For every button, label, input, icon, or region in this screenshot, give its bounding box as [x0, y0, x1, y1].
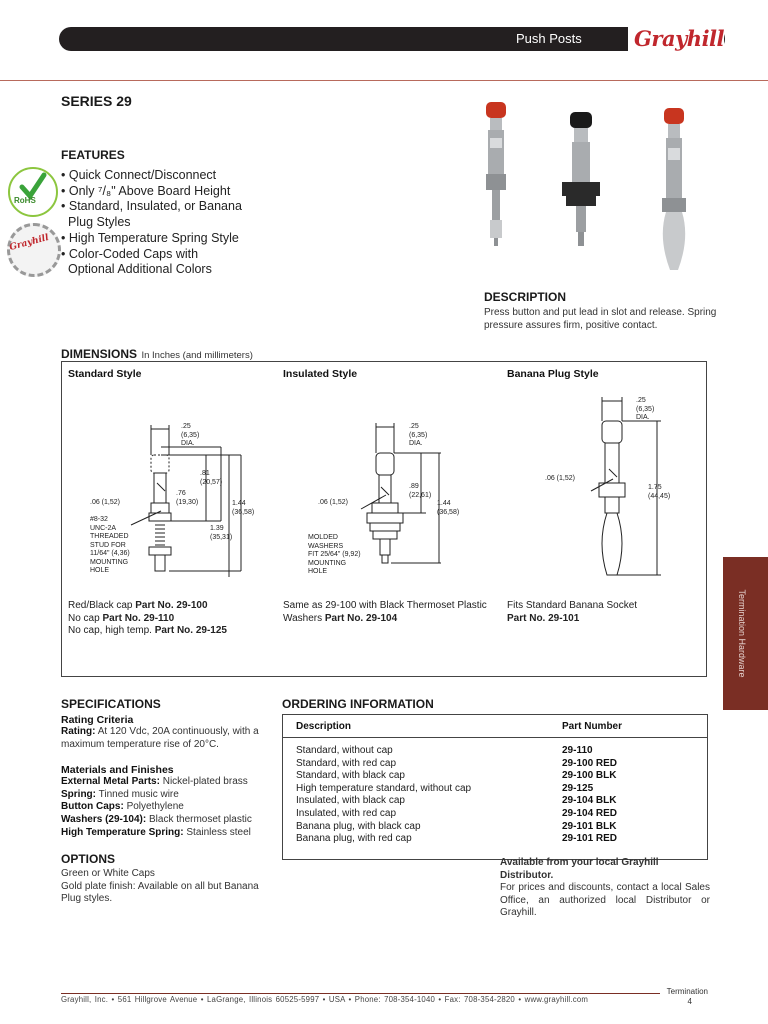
caption-text: Same as 29-100 with Black Thermoset Plastic Washers	[283, 600, 487, 624]
ins-label-mounting: MOUNTING	[308, 559, 347, 567]
ordering-table	[282, 714, 708, 860]
ordering-col-part-number: Part Number	[549, 715, 708, 738]
header-title: Push Posts	[516, 31, 582, 46]
feature-text: Only ⁷/₈" Above Board Height	[68, 183, 231, 198]
ordering-part-number: 29-101 RED	[562, 833, 618, 845]
ordering-part-number: 29-125	[562, 782, 594, 794]
rating-heading: Rating Criteria	[61, 714, 134, 726]
caption-part: Part No. 29-125	[154, 625, 227, 637]
ordering-description: Banana plug, with black cap	[296, 820, 421, 832]
ins-label-06: .06 (1,52)	[318, 499, 348, 506]
footer-section: Termination	[666, 987, 708, 996]
ins-label-144: 1.44	[437, 500, 451, 507]
material-value: Stainless steel	[186, 826, 251, 838]
series-title: SERIES 29	[61, 93, 132, 109]
header-rule	[0, 80, 768, 81]
material-label: External Metal Parts:	[61, 776, 160, 788]
caption-text: Fits Standard Banana Socket	[507, 600, 638, 611]
ordering-description: Standard, without cap	[296, 745, 393, 756]
specifications-section	[61, 697, 271, 906]
rating-value: At 120 Vdc, 20A continuously, with a maximum temperature rise of 20°C.	[61, 726, 259, 750]
features-list	[61, 168, 246, 278]
dimensions-units: In Inches (and millimeters)	[141, 350, 253, 361]
header-bar	[59, 27, 725, 51]
std-label-81: .81	[200, 470, 210, 477]
ordering-description: Standard, with black cap	[296, 770, 405, 782]
ban-label-dia-text: DIA.	[636, 414, 650, 421]
distributor-heading: Available from your local Grayhill Distributor.	[500, 857, 659, 881]
caption-text: No cap, high temp.	[68, 625, 155, 637]
ordering-part-number: 29-104 RED	[562, 807, 618, 819]
feature-text: High Temperature Spring Style	[68, 230, 239, 245]
rating-label: Rating:	[61, 726, 96, 737]
material-label: Button Caps:	[61, 801, 124, 813]
material-value: Black thermoset plastic	[149, 813, 252, 825]
material-row	[61, 801, 271, 814]
feature-text: Color-Coded Caps with Optional Additional Colors	[68, 246, 212, 277]
std-label-mounting: MOUNTING	[90, 558, 129, 566]
std-dim-81	[200, 470, 222, 487]
ordering-heading: ORDERING INFORMATION	[282, 697, 434, 711]
std-label-76: .76	[176, 490, 186, 497]
ordering-part-number: 29-104 BLK	[562, 795, 617, 807]
ins-dim-dia	[409, 423, 449, 449]
ban-label-175: 1.75	[648, 484, 662, 491]
standard-style-title: Standard Style	[68, 368, 142, 380]
dimension-drawings	[61, 383, 707, 593]
caption-part: Part No. 29-104	[324, 612, 398, 624]
std-caption-line	[68, 600, 278, 613]
std-label-hole: HOLE	[90, 567, 110, 574]
ban-label-175-mm: (44,45)	[648, 492, 671, 500]
ordering-part-number: 29-100 RED	[562, 757, 618, 769]
material-row	[61, 827, 271, 840]
material-value: Nickel-plated brass	[162, 776, 248, 788]
checkmark-icon	[10, 169, 56, 215]
product-photo	[478, 98, 718, 280]
ban-label-dia-mm: (6,35)	[636, 405, 655, 413]
std-dim-dia	[181, 423, 221, 449]
ordering-description: Insulated, with black cap	[296, 795, 405, 807]
features-heading: FEATURES	[61, 148, 125, 162]
caption-text: No cap	[68, 612, 103, 624]
caption-text: Red/Black cap	[68, 600, 136, 611]
std-label-06: .06 (1,52)	[90, 499, 120, 506]
ins-label-dia: .25	[409, 423, 419, 430]
banana-style-title: Banana Plug Style	[507, 368, 599, 380]
std-label-81-mm: (20,57)	[200, 478, 223, 486]
feature-item: • Color-Coded Caps with Optional Additional Colors	[61, 246, 212, 277]
std-dim-139	[210, 525, 232, 542]
material-row	[61, 814, 271, 827]
material-value: Polyethylene	[126, 801, 184, 813]
options-line-1: Green or White Caps	[61, 868, 155, 880]
std-label-139: 1.39	[210, 525, 224, 532]
feature-item: • Standard, Insulated, or Banana Plug Styles	[61, 199, 242, 230]
push-post-banana	[662, 108, 686, 270]
ordering-part-number: 29-101 BLK	[562, 820, 617, 832]
ins-label-molded: MOLDED	[308, 534, 338, 541]
materials-list	[61, 776, 271, 839]
footer-rule	[61, 993, 660, 994]
rating-text	[61, 726, 271, 751]
ins-label-89: .89	[409, 483, 419, 490]
grayhill-seal-text: Grayhill	[8, 232, 50, 254]
banana-caption	[507, 600, 697, 625]
std-label-dia: .25	[181, 423, 191, 430]
caption-part: Part No. 29-110	[102, 612, 175, 624]
std-dim-76	[176, 490, 198, 507]
ins-label-washers: WASHERS	[308, 542, 344, 550]
feature-item: • Only ⁷/₈" Above Board Height	[61, 183, 231, 198]
specifications-heading: SPECIFICATIONS	[61, 697, 161, 711]
ins-washer-note	[308, 534, 361, 577]
insulated-style-title: Insulated Style	[283, 368, 358, 380]
description-section	[484, 290, 724, 332]
ban-label-dia: .25	[636, 397, 646, 404]
std-stud-note	[90, 516, 130, 576]
ordering-descriptions	[283, 738, 550, 860]
ordering-part-numbers	[549, 738, 708, 860]
features-section	[61, 148, 246, 278]
ban-dim-175	[648, 484, 670, 501]
ins-label-fit: FIT 25/64" (9,92)	[308, 551, 361, 558]
std-caption-line	[68, 625, 278, 638]
std-dim-144	[232, 500, 254, 517]
ins-label-144-mm: (36,58)	[437, 508, 460, 516]
material-row	[61, 789, 271, 802]
ordering-part-number: 29-100 BLK	[562, 770, 617, 782]
dimensions-heading-text: DIMENSIONS	[61, 347, 138, 361]
rohs-badge	[8, 167, 58, 217]
material-label: Washers (29-104):	[61, 813, 147, 825]
ordering-description: Insulated, with red cap	[296, 807, 397, 819]
rohs-label: RoHS	[14, 196, 36, 205]
ordering-header-row	[283, 715, 708, 738]
ordering-col-description: Description	[283, 715, 550, 738]
standard-caption	[68, 600, 278, 638]
std-label-hole-size: 11/64" (4,36)	[90, 550, 130, 557]
material-label: Spring:	[61, 788, 96, 800]
ban-dim-dia	[636, 397, 676, 423]
ordering-description: Standard, with red cap	[296, 757, 397, 769]
ins-dim-89	[409, 483, 431, 500]
options-line-2: Gold plate finish: Available on all but Banana Plug styles.	[61, 880, 259, 905]
feature-item: • High Temperature Spring Style	[61, 230, 239, 245]
std-label-76-mm: (19,30)	[176, 498, 199, 506]
table-row	[283, 738, 708, 860]
material-label: High Temperature Spring:	[61, 826, 184, 838]
std-label-dia-mm: (6,35)	[181, 431, 200, 439]
insulated-caption	[283, 600, 498, 625]
ban-label-06: .06 (1,52)	[545, 475, 575, 482]
feature-text: Standard, Insulated, or Banana Plug Styles	[68, 199, 242, 230]
options-heading: OPTIONS	[61, 852, 116, 867]
push-post-standard	[486, 102, 506, 246]
ins-label-dia-mm: (6,35)	[409, 431, 428, 439]
material-row	[61, 776, 271, 789]
materials-heading: Materials and Finishes	[61, 764, 174, 777]
caption-part: Part No. 29-100	[135, 600, 208, 611]
distributor-note	[500, 857, 710, 920]
push-post-insulated	[562, 112, 600, 246]
material-value: Tinned music wire	[98, 788, 179, 800]
std-label-144: 1.44	[232, 500, 246, 507]
std-label-144-mm: (36,58)	[232, 508, 255, 516]
feature-item: • Quick Connect/Disconnect	[61, 168, 217, 182]
ins-dim-144	[437, 500, 459, 517]
description-text: Press button and put lead in slot and release. Spring pressure assures firm, positive contact.	[484, 307, 717, 331]
ordering-description: Banana plug, with red cap	[296, 833, 412, 845]
std-label-thread: #8-32	[90, 516, 108, 523]
description-heading: DESCRIPTION	[484, 290, 567, 304]
ordering-description: High temperature standard, without cap	[296, 782, 472, 794]
brand-logo-text: Grayhill	[634, 26, 725, 51]
ins-label-89-mm: (22,61)	[409, 491, 432, 499]
std-label-threaded: THREADED	[90, 533, 129, 540]
page-number: 4	[687, 997, 692, 1006]
std-label-dia-text: DIA.	[181, 440, 195, 447]
caption-part: Part No. 29-101	[507, 612, 580, 624]
side-tab-label: Termination Hardware	[737, 589, 747, 678]
ins-label-hole: HOLE	[308, 568, 328, 575]
footer-address: Grayhill, Inc. • 561 Hillgrove Avenue • LaGrange, Illinois 60525-5997 • USA • Phone: 708-354-1040 • Fax: 708-354-2820 • www.grayhill.com	[61, 995, 589, 1004]
ordering-part-number: 29-110	[562, 745, 593, 756]
std-label-stud: STUD FOR	[90, 541, 126, 549]
std-label-139-mm: (35,31)	[210, 533, 233, 541]
distributor-text: For prices and discounts, contact a local Sales Office, an authorized local Distributor or Grayhill.	[500, 882, 710, 919]
std-label-unc: UNC-2A	[90, 524, 117, 532]
ins-label-dia-text: DIA.	[409, 440, 423, 447]
feature-text: Quick Connect/Disconnect	[68, 168, 217, 182]
std-caption-line	[68, 613, 278, 626]
